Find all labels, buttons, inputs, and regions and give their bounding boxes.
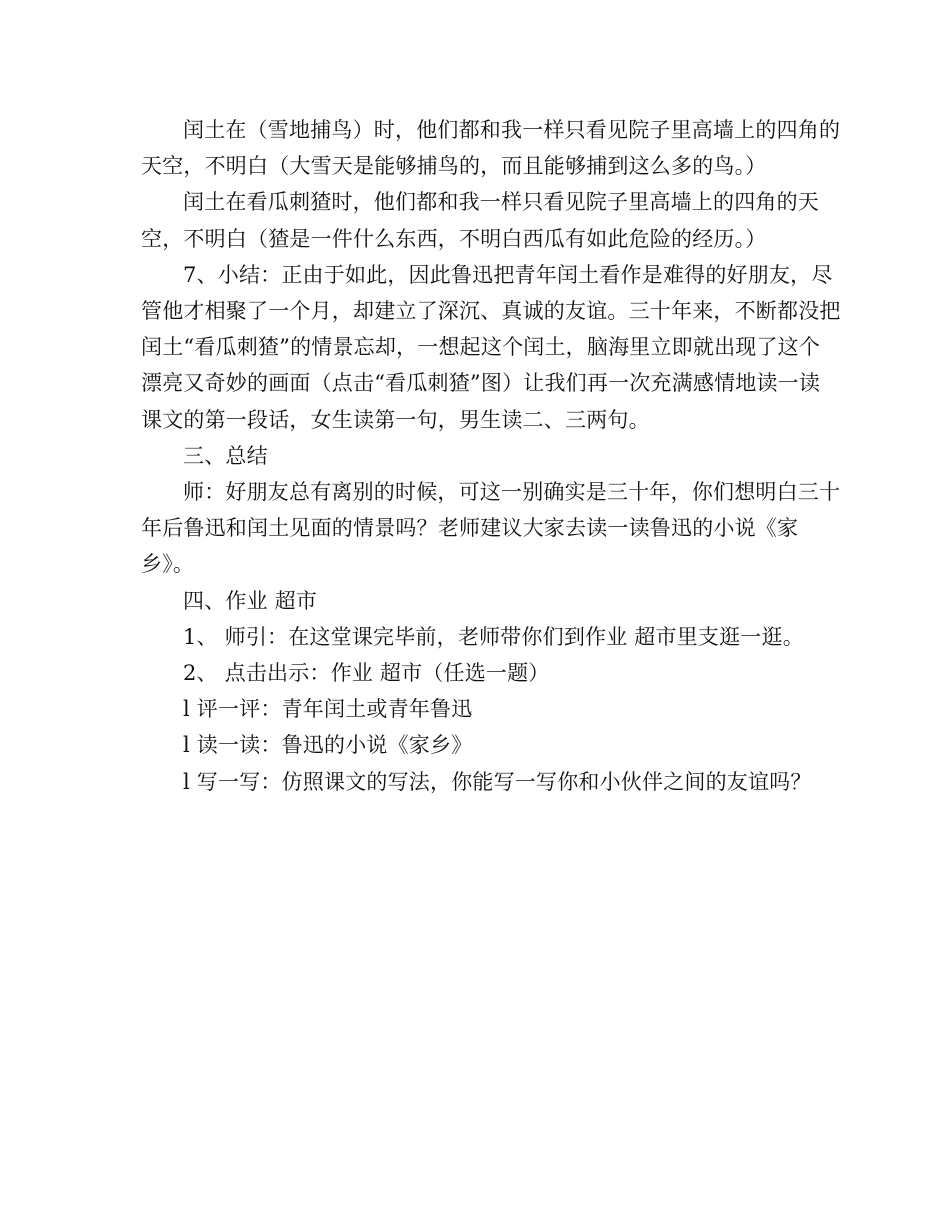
homework-option-evaluate: l 评一评：青年闰土或青年鲁迅 [183, 697, 473, 722]
section-heading-homework: 四、作业 超市 [183, 588, 318, 613]
homework-item-2: 2、 点击出示：作业 超市（任选一题） [183, 661, 550, 686]
document-body [141, 112, 841, 800]
paragraph-snow-bird-catching: 闰土在（雪地捕鸟）时，他们都和我一样只看见院子里高墙上的四角的天空，不明白（大雪天是能够捕鸟的，而且能够捕到这么多的鸟。） [141, 118, 841, 179]
homework-option-read: l 读一读：鲁迅的小说《家乡》 [183, 733, 473, 758]
paragraph-summary: 7、小结：正由于如此，因此鲁迅把青年闰土看作是难得的好朋友，尽管他才相聚了一个月，却建立了深沉、真诚的友谊。三十年来，不断都没把闰土“看瓜刺猹”的情景忘却，一想起这个闰土，脑海里立即就出现了这个漂亮又奇妙的画面（点击“看瓜刺猹”图）让我们再一次充满感情地读一读课文的第一段话，女生读第一句，男生读二、三两句。 [141, 262, 841, 432]
homework-item-1: 1、 师引：在这堂课完毕前，老师带你们到作业 超市里支逛一逛。 [183, 624, 804, 649]
homework-option-write: l 写一写：仿照课文的写法，你能写一写你和小伙伴之间的友谊吗？ [183, 769, 812, 794]
section-heading-conclusion: 三、总结 [183, 443, 268, 468]
paragraph-guarding-melons: 闰土在看瓜刺猹时，他们都和我一样只看见院子里高墙上的四角的天空，不明白（猹是一件什么东西，不明白西瓜有如此危险的经历。） [141, 190, 819, 251]
paragraph-teacher-conclusion: 师：好朋友总有离别的时候，可这一别确实是三十年，你们想明白三十年后鲁迅和闰土见面的情景吗？老师建议大家去读一读鲁迅的小说《家乡》。 [141, 480, 841, 577]
